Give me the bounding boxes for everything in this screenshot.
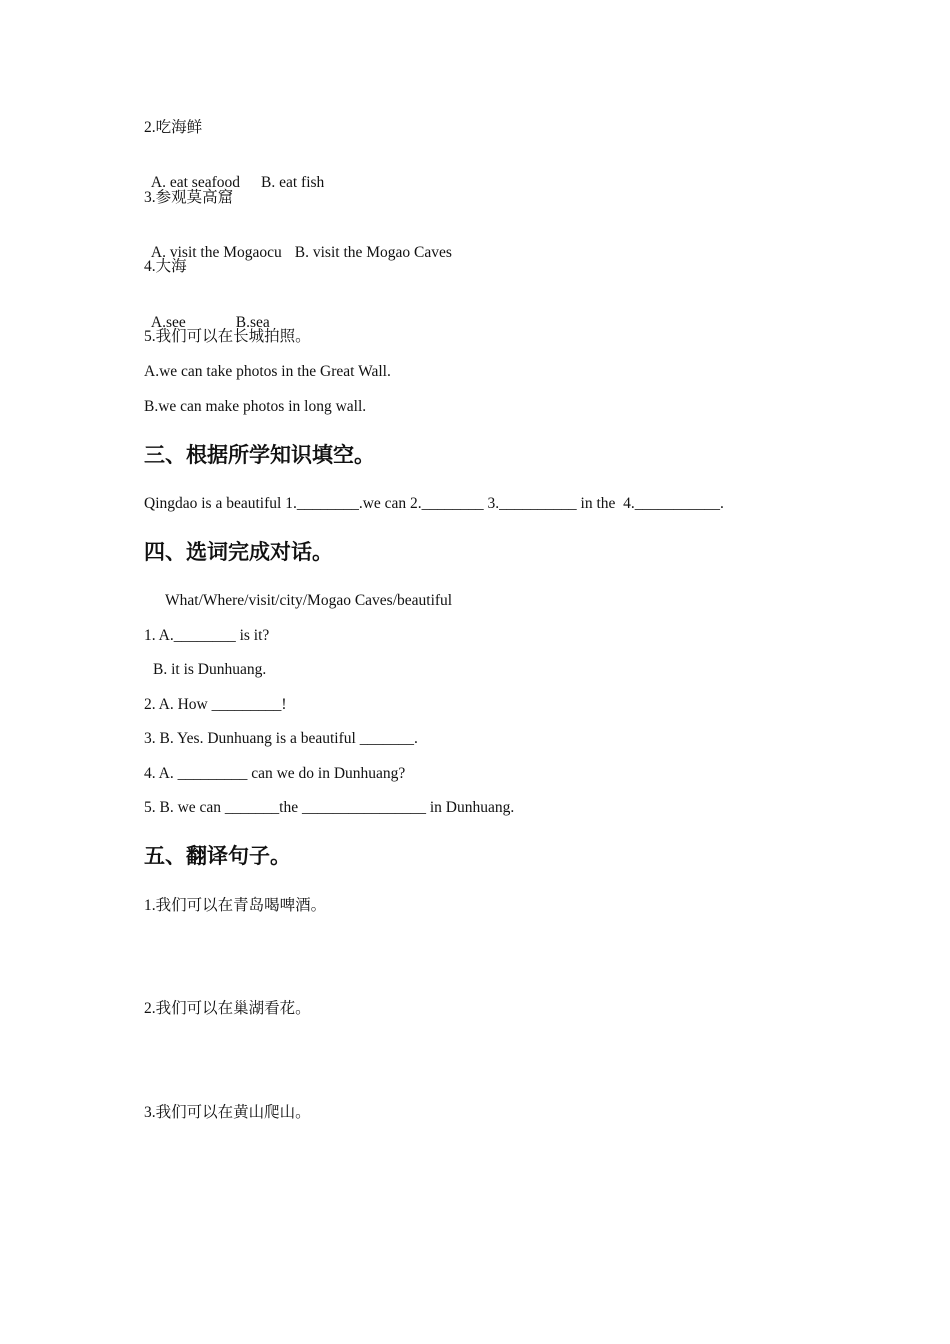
q3-option-b: B. visit the Mogao Caves: [294, 244, 452, 261]
q4-option-b: B.sea: [235, 314, 270, 331]
word-bank: What/Where/visit/city/Mogao Caves/beautiful: [165, 592, 453, 609]
dialogue-line: 2. A. How _________!: [144, 696, 287, 713]
dialogue-line: 3. B. Yes. Dunhuang is a beautiful _______.: [144, 730, 418, 747]
q4-option-a: A.see: [150, 314, 186, 331]
section5-heading: 五、翻译句子。: [144, 844, 291, 868]
section3-heading: 三、根据所学知识填空。: [144, 443, 375, 467]
q4-prompt: 4.大海: [144, 258, 187, 275]
dialogue-line: 1. A.________ is it?: [144, 627, 270, 644]
q2-options: [144, 153, 324, 193]
q3-prompt: 3.参观莫高窟: [144, 189, 234, 206]
dialogue-line: B. it is Dunhuang.: [153, 661, 267, 678]
q2-prompt: 2.吃海鲜: [144, 119, 203, 136]
q5-option-b: B.we can make photos in long wall.: [144, 398, 367, 415]
dialogue-line: 5. B. we can _______the ________________ in Dunhuang.: [144, 799, 515, 816]
q3-options: [144, 223, 452, 263]
q3-option-a: A. visit the Mogaocu: [150, 244, 282, 261]
section4-heading: 四、选词完成对话。: [144, 540, 333, 564]
translation-item: 3.我们可以在黄山爬山。: [144, 1104, 311, 1121]
q5-option-a: A.we can take photos in the Great Wall.: [144, 363, 391, 380]
translation-item: 2.我们可以在巢湖看花。: [144, 1000, 311, 1017]
q2-option-b: B. eat fish: [261, 174, 325, 191]
section3-fill-text: Qingdao is a beautiful 1.________.we can 2.________ 3.__________ in the 4.___________.: [144, 495, 724, 512]
q2-option-a: A. eat seafood: [150, 174, 240, 191]
q5-prompt: 5.我们可以在长城拍照。: [144, 328, 311, 345]
dialogue-line: 4. A. _________ can we do in Dunhuang?: [144, 765, 406, 782]
translation-item: 1.我们可以在青岛喝啤酒。: [144, 897, 327, 914]
